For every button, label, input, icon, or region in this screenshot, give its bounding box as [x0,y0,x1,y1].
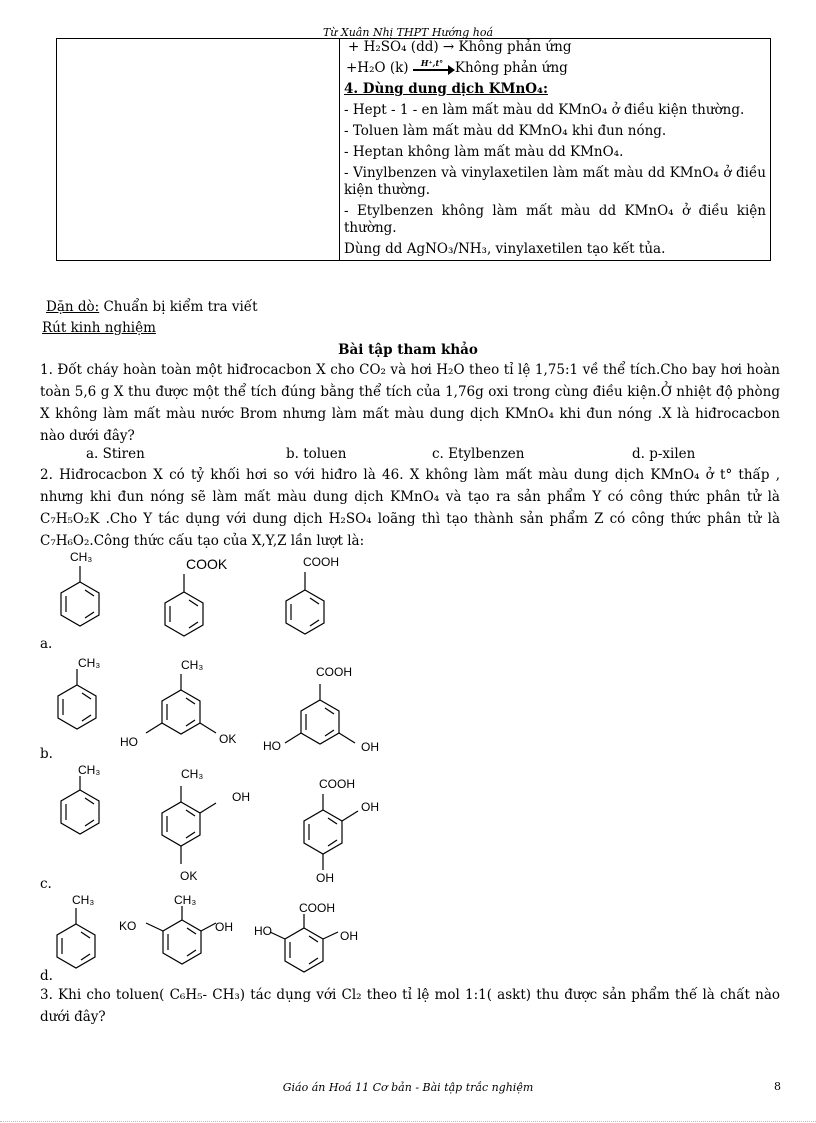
ch3-label: CH₃ [70,550,93,564]
q2-option-a-label: a. [40,636,53,652]
question-1: 1. Đốt cháy hoàn toàn một hiđrocacbon X cho CO₂ và hơi H₂O theo tỉ lệ 1,75:1 về thể tích.Cho bay hơi hoàn toàn 5,6 g X thu được một thể tích đúng bằng thể tích của 1,76g oxi trong cùng điều kiện.Ở nhiệt độ phòng X không làm mất màu nước Brom nhưng làm mất màu dung dịch KMnO₄ khi đun nóng .X là hiđrocacbon nào dưới đây? [40,362,780,444]
reaction-condition: H⁺,t° [420,57,444,68]
benzene-ring [57,924,95,968]
benzene-ring [301,700,339,744]
ko-label: KO [119,919,137,933]
q2-option-d-label: d. [40,968,53,984]
cooh-label: COOH [319,777,355,791]
oh-label: OH [215,920,233,934]
benzene-ring [304,810,342,854]
q2-option-c-label: c. [40,876,52,892]
option-b-structures [58,656,379,754]
table-line: - Toluen làm mất màu dd KMnO₄ khi đun nóng. [344,123,667,139]
page-number: 8 [774,1080,781,1093]
cooh-label: COOH [303,555,339,569]
q1-option-b: b. toluen [286,446,347,462]
oh-label: OH [232,790,250,804]
section-heading: 4. Dùng dung dịch KMnO₄: [344,81,548,97]
ho-label: HO [263,739,281,753]
question-2: 2. Hiđrocacbon X có tỷ khối hơi so với hiđro là 46. X không làm mất màu dung dịch KMnO₄ ở t° thấp , nhưng khi đun nóng sẽ làm mất màu dung dịch KMnO₄ và tạo ra sản phẩm Y có công thức phân tử là C₇H₅O₂K .Cho Y tác dụng với dung dịch H₂SO₄ loãng thì tạo thành sản phẩm Z có công thức phân tử là C₇H₆O₂.Công thức cấu tạo của X,Y,Z lần lượt là: [40,467,780,549]
benzene-ring [61,582,99,626]
oh-label: OH [340,929,358,943]
benzene-ring [61,790,99,834]
table-line: Dùng dd AgNO₃/NH₃, vinylaxetilen tạo kết tủa. [344,241,666,257]
benzene-ring [58,685,96,729]
ok-label: OK [180,869,198,883]
ch3-label: CH₃ [72,893,95,907]
table-line: - Etylbenzen không làm mất màu dd KMnO₄ ở điều kiện thường. [344,203,766,236]
benzene-ring [285,928,323,972]
reaction-h2o: +H₂O (k) H⁺,t° Không phản ứng [346,60,766,77]
table-line: - Hept - 1 - en làm mất màu dd KMnO₄ ở điều kiện thường. [344,102,745,118]
option-a-structures [61,550,339,636]
page-divider [0,1121,816,1122]
ok-label: OK [219,732,237,746]
exercise-title: Bài tập tham khảo [338,342,478,358]
q1-option-c: c. Etylbenzen [432,446,525,462]
question-3: 3. Khi cho toluen( C₆H₅- CH₃) tác dụng với Cl₂ theo tỉ lệ mol 1:1( askt) thu được sản phẩm thế là chất nào dưới đây? [40,987,780,1025]
ch3-label: CH₃ [181,658,204,672]
option-d-structures [57,893,358,972]
cook-label: COOK [186,556,228,572]
ch3-label: CH₃ [181,767,204,781]
benzene-ring [162,690,200,734]
q2-option-b-label: b. [40,746,53,762]
ho-label: HO [120,735,138,749]
cooh-label: COOH [299,901,335,915]
rut-kinh-nghiem: Rút kinh nghiệm [42,320,156,336]
ch3-label: CH₃ [174,893,197,907]
option-c-structures [61,763,379,885]
page-header: Từ Xuân Nhị THPT Hướng hoá [322,26,494,39]
benzene-ring [163,920,201,964]
oh-label: OH [361,740,379,754]
dando: Dặn dò: Chuẩn bị kiểm tra viết [46,299,258,315]
benzene-ring [162,802,200,846]
benzene-ring [165,592,203,636]
table-line: - Vinylbenzen và vinylaxetilen làm mất màu dd KMnO₄ ở điều kiện thường. [344,165,766,198]
benzene-ring [286,590,324,634]
ho-label: HO [254,924,272,938]
cooh-label: COOH [316,665,352,679]
table-line: - Heptan không làm mất màu dd KMnO₄. [344,144,624,160]
oh-label: OH [316,871,334,885]
q1-option-a: a. Stiren [86,446,145,462]
ch3-label: CH₃ [78,763,101,777]
q1-option-d: d. p-xilen [632,446,696,462]
oh-label: OH [361,800,379,814]
reaction-h2so4: + H₂SO₄ (dd) → Không phản ứng [348,39,572,55]
ch3-label: CH₃ [78,656,101,670]
page-footer: Giáo án Hoá 11 Cơ bản - Bài tập trắc nghiệm [282,1081,534,1094]
